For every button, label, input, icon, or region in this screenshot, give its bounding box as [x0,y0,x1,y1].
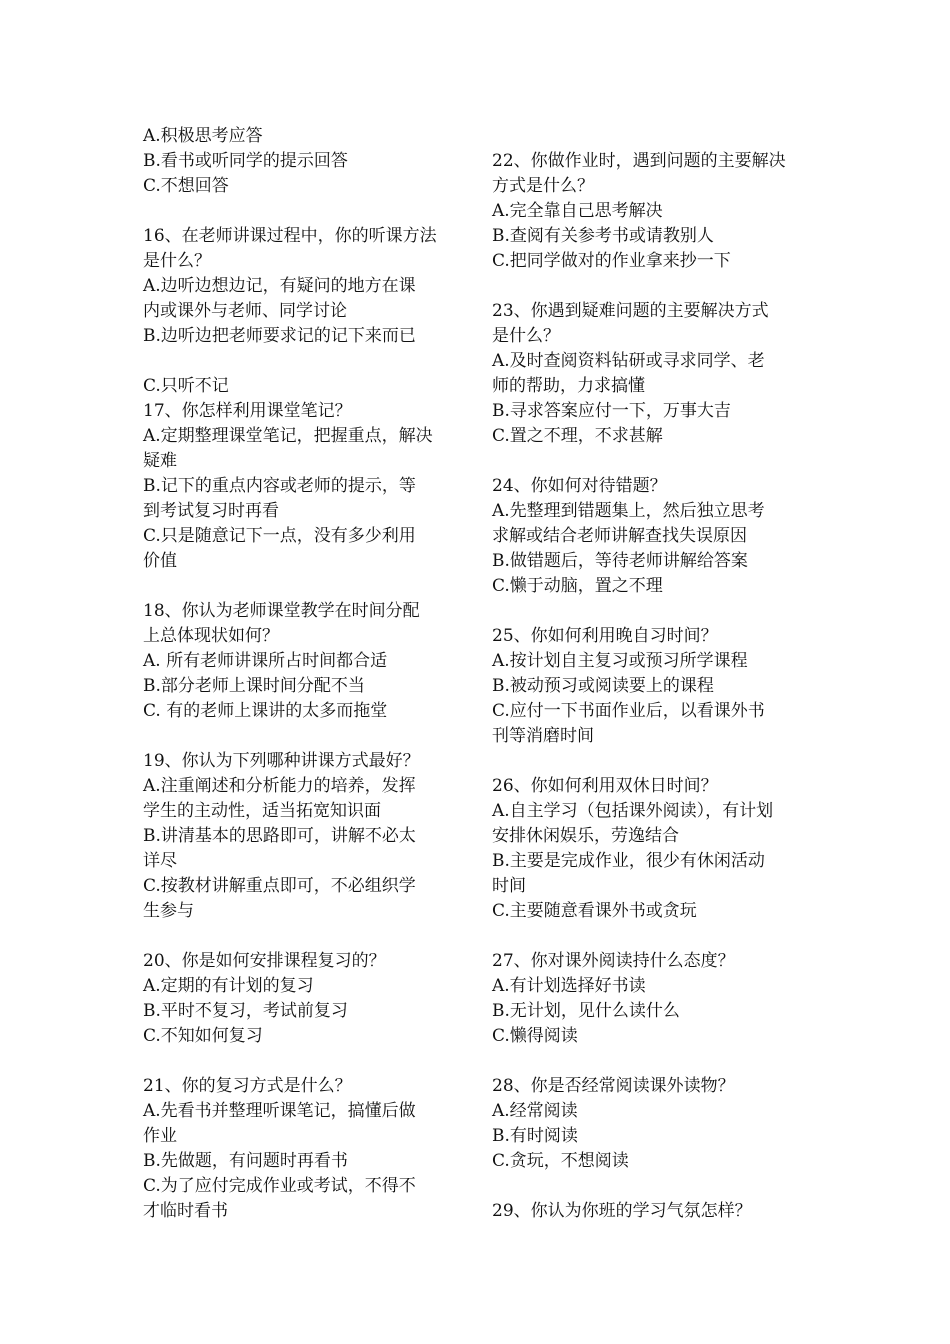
question-block [492,624,814,749]
text-line: B.主要是完成作业，很少有休闲活动 [492,851,765,871]
text-line: C.不想回答 [143,176,229,196]
text-line: B.记下的重点内容或老师的提示，等 [143,476,416,496]
text-line: 23、你遇到疑难问题的主要解决方式 [492,301,769,321]
question-block [143,1074,465,1224]
text-line: A.定期整理课堂笔记，把握重点，解决 [143,426,433,446]
text-line: A.有计划选择好书读 [492,976,646,996]
question-gap [492,924,814,949]
text-line: C.懒于动脑，置之不理 [492,576,663,596]
text-line: 26、你如何利用双休日时间？ [492,776,718,796]
text-line: 刊等消磨时间 [492,726,594,746]
question-gap [492,449,814,474]
text-line: C.主要随意看课外书或贪玩 [492,901,697,921]
question-block [143,599,465,724]
question-block [492,949,814,1049]
text-line: B.寻求答案应付一下，万事大吉 [492,401,731,421]
text-line: 16、在老师讲课过程中，你的听课方法 [143,226,437,246]
text-line: B.查阅有关参考书或请教别人 [492,226,714,246]
text-line: C.贪玩，不想阅读 [492,1151,629,1171]
text-line: 29、你认为你班的学习气氛怎样？ [492,1201,752,1221]
text-line: C.为了应付完成作业或考试，不得不 [143,1176,416,1196]
text-line: 22、你做作业时，遇到问题的主要解决 [492,151,786,171]
text-line: A.按计划自主复习或预习所学课程 [492,651,748,671]
text-line: 是什么？ [143,251,211,271]
text-line: 学生的主动性，适当拓宽知识面 [143,801,381,821]
text-line: A.及时查阅资料钻研或寻求同学、老 [492,351,765,371]
left-column [143,124,465,1224]
text-line: B.被动预习或阅读要上的课程 [492,676,714,696]
text-line: 20、你是如何安排课程复习的？ [143,951,386,971]
text-line: 疑难 [143,451,177,471]
text-line: A.注重阐述和分析能力的培养，发挥 [143,776,416,796]
text-line: C.按教材讲解重点即可，不必组织学 [143,876,416,896]
text-line: 内或课外与老师、同学讨论 [143,301,347,321]
text-line: 方式是什么？ [492,176,594,196]
text-line: B.有时阅读 [492,1126,578,1146]
text-line: 作业 [143,1126,177,1146]
question-block [492,1074,814,1174]
right-column [492,149,814,1224]
text-line: B.做错题后，等待老师讲解给答案 [492,551,748,571]
question-gap [492,599,814,624]
text-line: A.先整理到错题集上，然后独立思考 [492,501,765,521]
text-line: 27、你对课外阅读持什么态度？ [492,951,735,971]
text-line: B.无计划，见什么读什么 [492,1001,680,1021]
text-line: 才临时看书 [143,1201,228,1221]
text-line: 25、你如何利用晚自习时间？ [492,626,718,646]
text-line: C.只是随意记下一点，没有多少利用 [143,526,416,546]
text-line: 18、你认为老师课堂教学在时间分配 [143,601,420,621]
text-line: 安排休闲娱乐，劳逸结合 [492,826,679,846]
text-line: 到考试复习时再看 [143,501,279,521]
question-gap [143,924,465,949]
question-block [143,124,465,199]
text-line: A.定期的有计划的复习 [143,976,314,996]
question-gap [492,749,814,774]
text-line: A.边听边想边记，有疑问的地方在课 [143,276,416,296]
text-line: B.先做题，有问题时再看书 [143,1151,348,1171]
question-gap [492,1174,814,1199]
text-line: C.应付一下书面作业后，以看课外书 [492,701,765,721]
text-line: B.讲清基本的思路即可，讲解不必太 [143,826,416,846]
question-gap [143,1049,465,1074]
question-gap [143,574,465,599]
question-gap [143,199,465,224]
text-line: 时间 [492,876,526,896]
text-line: C.把同学做对的作业拿来抄一下 [492,251,731,271]
text-line: 详尽 [143,851,177,871]
question-block [492,299,814,449]
question-gap [143,724,465,749]
question-block [492,149,814,274]
text-line: C. 有的老师上课讲的太多而拖堂 [143,701,388,721]
question-gap [492,1049,814,1074]
text-line: A.经常阅读 [492,1101,578,1121]
text-line: B.部分老师上课时间分配不当 [143,676,365,696]
text-line: 求解或结合老师讲解查找失误原因 [492,526,747,546]
text-line: 17、你怎样利用课堂笔记？ [143,401,352,421]
question-block [492,474,814,599]
text-line: 上总体现状如何？ [143,626,279,646]
question-block [492,774,814,924]
text-line: 师的帮助，力求搞懂 [492,376,645,396]
question-block [143,949,465,1049]
question-block [492,1199,814,1224]
question-gap [492,274,814,299]
text-line: C.只听不记 [143,376,229,396]
text-line [143,349,465,374]
question-block [143,224,465,574]
text-line: C.置之不理，不求甚解 [492,426,663,446]
text-line: A.完全靠自己思考解决 [492,201,663,221]
text-line: 价值 [143,551,177,571]
text-line: C.懒得阅读 [492,1026,578,1046]
question-block [143,749,465,924]
text-line: 是什么？ [492,326,560,346]
text-line: A.先看书并整理听课笔记，搞懂后做 [143,1101,416,1121]
text-line: 21、你的复习方式是什么？ [143,1076,352,1096]
text-line: 28、你是否经常阅读课外读物？ [492,1076,735,1096]
text-line: A. 所有老师讲课所占时间都合适 [143,651,388,671]
text-line: 19、你认为下列哪种讲课方式最好？ [143,751,420,771]
text-line: B.边听边把老师要求记的记下来而已 [143,326,416,346]
text-line: 24、你如何对待错题？ [492,476,667,496]
text-line: B.看书或听同学的提示回答 [143,151,348,171]
text-line: A.自主学习（包括课外阅读），有计划 [492,801,774,821]
text-line: A.积极思考应答 [143,126,263,146]
text-line: 生参与 [143,901,194,921]
text-line: C.不知如何复习 [143,1026,263,1046]
text-line: B.平时不复习，考试前复习 [143,1001,348,1021]
